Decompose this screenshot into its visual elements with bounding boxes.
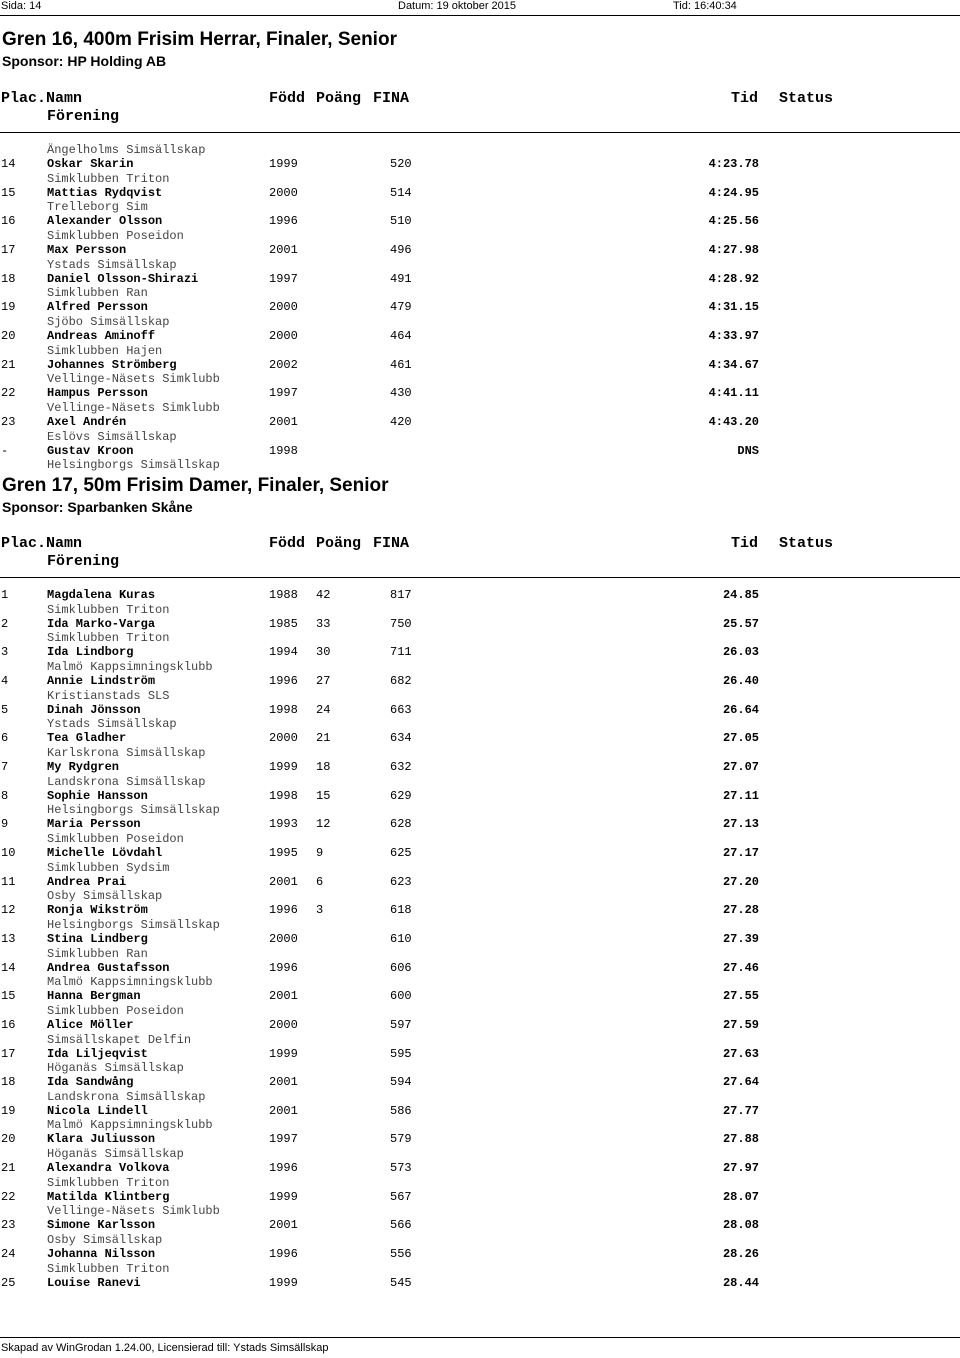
swimmer-fina: 594: [390, 1075, 412, 1090]
swimmer-place: 8: [1, 788, 9, 803]
result-row: [0, 1204, 960, 1233]
result-row: [0, 1004, 960, 1033]
swimmer-place: 21: [1, 1161, 16, 1176]
swimmer-club: Trelleborg Sim: [47, 200, 148, 215]
swimmer-name: Max Persson: [47, 242, 127, 257]
swimmer-place: 23: [1, 1218, 16, 1233]
swimmer-club: Osby Simsällskap: [47, 889, 163, 904]
swimmer-place: 23: [1, 414, 16, 429]
swimmer-fina: 586: [390, 1103, 412, 1118]
swimmer-time: 27.13: [722, 817, 759, 832]
swimmer-time: 26.03: [722, 645, 759, 660]
swimmer-place: 19: [1, 1103, 16, 1118]
footer-credit: Skapad av WinGrodan 1.24.00, Licensierad till: Ystads Simsällskap: [1, 1342, 329, 1354]
swimmer-name: Daniel Olsson-Shirazi: [47, 271, 199, 286]
swimmer-time: 4:34.67: [708, 357, 759, 372]
swimmer-born: 1993: [269, 817, 298, 832]
swimmer-time: 4:33.97: [708, 328, 759, 343]
col-status: Status: [779, 535, 834, 552]
swimmer-fina: 610: [390, 931, 412, 946]
swimmer-born: 1997: [269, 271, 298, 286]
swimmer-fina: 496: [390, 242, 412, 257]
swimmer-place: 10: [1, 845, 16, 860]
result-row: [0, 975, 960, 1004]
swimmer-place: 16: [1, 214, 16, 229]
swimmer-time: 4:27.98: [708, 242, 759, 257]
swimmer-fina: 597: [390, 1017, 412, 1032]
swimmer-fina: 566: [390, 1218, 412, 1233]
swimmer-place: 18: [1, 271, 16, 286]
swimmer-place: 15: [1, 989, 16, 1004]
swimmer-points: 30: [316, 645, 331, 660]
swimmer-club: Simklubben Ran: [47, 946, 148, 961]
event-title: Gren 17, 50m Frisim Damer, Finaler, Senior: [2, 475, 389, 496]
swimmer-fina: 479: [390, 300, 412, 315]
swimmer-time: 27.88: [722, 1132, 759, 1147]
swimmer-time: 26.64: [722, 702, 759, 717]
swimmer-fina: 420: [390, 414, 412, 429]
swimmer-place: 25: [1, 1275, 16, 1290]
swimmer-time: 27.97: [722, 1161, 759, 1176]
swimmer-club: Simklubben Triton: [47, 1261, 170, 1276]
swimmer-name: Ida Sandwång: [47, 1075, 134, 1090]
swimmer-time: 27.59: [722, 1017, 759, 1032]
result-row: [0, 889, 960, 918]
swimmer-born: 1985: [269, 616, 298, 631]
swimmer-name: Tea Gladher: [47, 731, 127, 746]
result-row: [0, 258, 960, 287]
result-row: [0, 1147, 960, 1176]
result-row: [0, 315, 960, 344]
swimmer-born: 2001: [269, 1075, 298, 1090]
swimmer-points: 21: [316, 731, 331, 746]
swimmer-club: Simklubben Triton: [47, 171, 170, 186]
result-row: [0, 401, 960, 430]
swimmer-club: Höganäs Simsällskap: [47, 1147, 184, 1162]
swimmer-born: 1996: [269, 903, 298, 918]
swimmer-club: Landskrona Simsällskap: [47, 1089, 206, 1104]
swimmer-born: 2001: [269, 874, 298, 889]
swimmer-club: Osby Simsällskap: [47, 1233, 163, 1248]
swimmer-fina: 606: [390, 960, 412, 975]
swimmer-club: Simsällskapet Delfin: [47, 1032, 192, 1047]
swimmer-place: 9: [1, 817, 9, 832]
swimmer-name: Louise Ranevi: [47, 1275, 141, 1290]
swimmer-club: Simklubben Triton: [47, 631, 170, 646]
swimmer-club: Ystads Simsällskap: [47, 257, 177, 272]
swimmer-time: 28.26: [722, 1247, 759, 1262]
swimmer-place: 7: [1, 759, 9, 774]
swimmer-place: 22: [1, 1189, 16, 1204]
swimmer-points: 12: [316, 817, 331, 832]
swimmer-fina: 430: [390, 386, 412, 401]
swimmer-points: 6: [316, 874, 324, 889]
col-born: Född: [269, 535, 306, 552]
swimmer-time: 27.11: [722, 788, 759, 803]
result-row: [0, 372, 960, 401]
column-header-divider: [0, 132, 960, 133]
swimmer-fina: 632: [390, 759, 412, 774]
swimmer-name: Andrea Gustafsson: [47, 960, 170, 975]
swimmer-born: 2001: [269, 1218, 298, 1233]
result-row: [0, 200, 960, 229]
swimmer-fina: 556: [390, 1247, 412, 1262]
swimmer-club: Vellinge-Näsets Simklubb: [47, 1204, 220, 1219]
swimmer-born: 2000: [269, 300, 298, 315]
swimmer-name: Hampus Persson: [47, 386, 148, 401]
swimmer-fina: 573: [390, 1161, 412, 1176]
swimmer-born: 1994: [269, 645, 298, 660]
result-row: [0, 1118, 960, 1147]
result-row: [0, 746, 960, 775]
result-row: [0, 832, 960, 861]
swimmer-born: 1996: [269, 1247, 298, 1262]
col-time: Tid: [731, 90, 759, 107]
result-row: [0, 1176, 960, 1205]
swimmer-place: 20: [1, 1132, 16, 1147]
col-club: Förening: [47, 553, 120, 570]
swimmer-name: Mattias Rydqvist: [47, 185, 163, 200]
results-column-header: [0, 90, 960, 130]
swimmer-name: Alexandra Volkova: [47, 1161, 170, 1176]
swimmer-fina: 618: [390, 903, 412, 918]
swimmer-time: 4:24.95: [708, 185, 759, 200]
swimmer-club: Malmö Kappsimningsklubb: [47, 1118, 213, 1133]
swimmer-name: Alexander Olsson: [47, 214, 163, 229]
swimmer-born: 1999: [269, 1275, 298, 1290]
print-time: Tid: 16:40:34: [673, 0, 737, 12]
swimmer-fina: 634: [390, 731, 412, 746]
swimmer-born: 1996: [269, 673, 298, 688]
result-row: [0, 1033, 960, 1062]
swimmer-time: 27.64: [722, 1075, 759, 1090]
col-fina: FINA: [373, 535, 410, 552]
swimmer-place: 13: [1, 931, 16, 946]
swimmer-time: 27.55: [722, 989, 759, 1004]
swimmer-place: 3: [1, 645, 9, 660]
result-row: [0, 660, 960, 689]
swimmer-fina: 750: [390, 616, 412, 631]
swimmer-club: Malmö Kappsimningsklubb: [47, 659, 213, 674]
swimmer-time: 27.17: [722, 845, 759, 860]
swimmer-name: Simone Karlsson: [47, 1218, 156, 1233]
swimmer-time: 4:41.11: [708, 386, 759, 401]
swimmer-fina: 510: [390, 214, 412, 229]
swimmer-fina: 629: [390, 788, 412, 803]
swimmer-place: 14: [1, 960, 16, 975]
swimmer-club: Simklubben Triton: [47, 602, 170, 617]
swimmer-club: Eslövs Simsällskap: [47, 429, 177, 444]
swimmer-time: 4:25.56: [708, 214, 759, 229]
swimmer-points: 42: [316, 588, 331, 602]
swimmer-time: 27.77: [722, 1103, 759, 1118]
swimmer-born: 2001: [269, 414, 298, 429]
swimmer-place: 20: [1, 328, 16, 343]
swimmer-born: 1996: [269, 214, 298, 229]
swimmer-name: Gustav Kroon: [47, 443, 134, 458]
swimmer-born: 2001: [269, 989, 298, 1004]
swimmer-fina: 623: [390, 874, 412, 889]
swimmer-name: Hanna Bergman: [47, 989, 141, 1004]
result-row: [0, 1262, 960, 1291]
result-row: [0, 1090, 960, 1119]
swimmer-place: 22: [1, 386, 16, 401]
swimmer-name: Alice Möller: [47, 1017, 134, 1032]
swimmer-points: 18: [316, 759, 331, 774]
swimmer-born: 2000: [269, 1017, 298, 1032]
result-row: [0, 803, 960, 832]
swimmer-fina: 817: [390, 588, 412, 602]
swimmer-time: 27.39: [722, 931, 759, 946]
col-status: Status: [779, 90, 834, 107]
swimmer-place: 14: [1, 157, 16, 171]
results-table-16: [0, 143, 960, 473]
result-row: [0, 717, 960, 746]
swimmer-time: 28.08: [722, 1218, 759, 1233]
swimmer-club: Sjöbo Simsällskap: [47, 314, 170, 329]
result-row: [0, 918, 960, 947]
swimmer-points: 15: [316, 788, 331, 803]
swimmer-name: Klara Juliusson: [47, 1132, 156, 1147]
swimmer-name: Dinah Jönsson: [47, 702, 141, 717]
swimmer-born: 2000: [269, 731, 298, 746]
swimmer-fina: 682: [390, 673, 412, 688]
swimmer-time: 27.07: [722, 759, 759, 774]
swimmer-place: 18: [1, 1075, 16, 1090]
swimmer-club: Ängelholms Simsällskap: [47, 143, 206, 157]
swimmer-place: 24: [1, 1247, 16, 1262]
swimmer-time: 4:31.15: [708, 300, 759, 315]
swimmer-points: 27: [316, 673, 331, 688]
results-table-17: [0, 574, 960, 1290]
swimmer-place: 11: [1, 874, 16, 889]
col-place-name: Plac.Namn: [1, 535, 83, 552]
swimmer-born: 2002: [269, 357, 298, 372]
swimmer-club: Simklubben Poseidon: [47, 831, 184, 846]
swimmer-name: Andrea Prai: [47, 874, 127, 889]
swimmer-place: 4: [1, 673, 9, 688]
swimmer-fina: 711: [390, 645, 412, 660]
swimmer-name: Oskar Skarin: [47, 157, 134, 171]
result-row: [0, 286, 960, 315]
results-column-header: [0, 535, 960, 575]
swimmer-born: 1999: [269, 759, 298, 774]
event-16-heading: [2, 29, 397, 70]
swimmer-born: 1998: [269, 788, 298, 803]
swimmer-place: 17: [1, 1046, 16, 1061]
result-row: [0, 631, 960, 660]
event-sponsor: Sponsor: Sparbanken Skåne: [2, 499, 193, 515]
swimmer-born: 1998: [269, 702, 298, 717]
swimmer-points: 3: [316, 903, 324, 918]
col-time: Tid: [731, 535, 759, 552]
swimmer-name: Magdalena Kuras: [47, 588, 156, 602]
swimmer-place: 17: [1, 242, 16, 257]
swimmer-born: 2001: [269, 242, 298, 257]
swimmer-time: 26.40: [722, 673, 759, 688]
swimmer-club: Simklubben Poseidon: [47, 228, 184, 243]
swimmer-place: 15: [1, 185, 16, 200]
swimmer-time: 27.46: [722, 960, 759, 975]
swimmer-club: Vellinge-Näsets Simklubb: [47, 400, 220, 415]
result-row: [0, 229, 960, 258]
swimmer-club: Simklubben Sydsim: [47, 860, 170, 875]
page-number: Sida: 14: [1, 0, 42, 12]
swimmer-born: 2000: [269, 931, 298, 946]
result-row: [0, 947, 960, 976]
swimmer-time: 27.63: [722, 1046, 759, 1061]
swimmer-place: 21: [1, 357, 16, 372]
swimmer-name: Matilda Klintberg: [47, 1189, 170, 1204]
swimmer-born: 1999: [269, 1046, 298, 1061]
swimmer-name: Ida Lindborg: [47, 645, 134, 660]
swimmer-name: My Rydgren: [47, 759, 120, 774]
swimmer-name: Annie Lindström: [47, 673, 156, 688]
swimmer-born: 1997: [269, 386, 298, 401]
swimmer-points: 24: [316, 702, 331, 717]
swimmer-club: Simklubben Hajen: [47, 343, 163, 358]
swimmer-name: Axel Andrén: [47, 414, 127, 429]
result-row: [0, 344, 960, 373]
header-divider: [0, 15, 960, 16]
swimmer-fina: 595: [390, 1046, 412, 1061]
swimmer-time: 24.85: [722, 588, 759, 602]
swimmer-born: 1996: [269, 960, 298, 975]
swimmer-born: 1997: [269, 1132, 298, 1147]
swimmer-name: Andreas Aminoff: [47, 328, 156, 343]
event-sponsor: Sponsor: HP Holding AB: [2, 53, 167, 69]
swimmer-fina: 464: [390, 328, 412, 343]
swimmer-name: Johannes Strömberg: [47, 357, 177, 372]
swimmer-time: 27.28: [722, 903, 759, 918]
swimmer-place: -: [1, 443, 9, 458]
swimmer-points: 33: [316, 616, 331, 631]
swimmer-fina: 663: [390, 702, 412, 717]
swimmer-born: 2001: [269, 1103, 298, 1118]
swimmer-club: Kristianstads SLS: [47, 688, 170, 703]
swimmer-club: Vellinge-Näsets Simklubb: [47, 372, 220, 387]
swimmer-place: 19: [1, 300, 16, 315]
result-row: [0, 1233, 960, 1262]
swimmer-place: 16: [1, 1017, 16, 1032]
result-row: [0, 603, 960, 632]
swimmer-time: 4:43.20: [708, 414, 759, 429]
swimmer-club: Helsingborgs Simsällskap: [47, 917, 220, 932]
swimmer-born: 1999: [269, 1189, 298, 1204]
swimmer-club: Helsingborgs Simsällskap: [47, 803, 220, 818]
swimmer-born: 1995: [269, 845, 298, 860]
col-fina: FINA: [373, 90, 410, 107]
result-row: [0, 430, 960, 459]
swimmer-name: Sophie Hansson: [47, 788, 148, 803]
col-points: Poäng: [316, 90, 362, 107]
swimmer-born: 2000: [269, 328, 298, 343]
swimmer-club: Landskrona Simsällskap: [47, 774, 206, 789]
result-row: [0, 143, 960, 172]
swimmer-fina: 491: [390, 271, 412, 286]
swimmer-club: Ystads Simsällskap: [47, 717, 177, 732]
swimmer-name: Ida Liljeqvist: [47, 1046, 148, 1061]
swimmer-club: Simklubben Ran: [47, 286, 148, 301]
swimmer-fina: 461: [390, 357, 412, 372]
swimmer-club: Simklubben Triton: [47, 1175, 170, 1190]
result-row: [0, 574, 960, 603]
swimmer-place: 2: [1, 616, 9, 631]
swimmer-name: Johanna Nilsson: [47, 1247, 156, 1262]
swimmer-name: Maria Persson: [47, 817, 141, 832]
swimmer-place: 5: [1, 702, 9, 717]
result-row: [0, 689, 960, 718]
swimmer-club: Höganäs Simsällskap: [47, 1061, 184, 1076]
swimmer-name: Nicola Lindell: [47, 1103, 148, 1118]
swimmer-points: 9: [316, 845, 324, 860]
trailing-club: Helsingborgs Simsällskap: [47, 458, 220, 473]
swimmer-born: 1996: [269, 1161, 298, 1176]
swimmer-born: 1999: [269, 157, 298, 171]
result-row: [0, 861, 960, 890]
swimmer-name: Ida Marko-Varga: [47, 616, 156, 631]
swimmer-time: 28.07: [722, 1189, 759, 1204]
swimmer-fina: 545: [390, 1275, 412, 1290]
swimmer-time: 27.05: [722, 731, 759, 746]
event-title: Gren 16, 400m Frisim Herrar, Finaler, Senior: [2, 29, 397, 50]
swimmer-club: Malmö Kappsimningsklubb: [47, 975, 213, 990]
swimmer-place: 12: [1, 903, 16, 918]
col-born: Född: [269, 90, 306, 107]
swimmer-fina: 600: [390, 989, 412, 1004]
swimmer-name: Michelle Lövdahl: [47, 845, 163, 860]
swimmer-fina: 514: [390, 185, 412, 200]
col-club: Förening: [47, 108, 120, 125]
page-header: [0, 0, 960, 14]
swimmer-time: 25.57: [722, 616, 759, 631]
swimmer-name: Alfred Persson: [47, 300, 148, 315]
swimmer-place: 6: [1, 731, 9, 746]
swimmer-fina: 625: [390, 845, 412, 860]
result-row: [0, 1061, 960, 1090]
swimmer-born: 1988: [269, 588, 298, 602]
swimmer-club: Simklubben Poseidon: [47, 1003, 184, 1018]
result-row: [0, 775, 960, 804]
result-row: [0, 172, 960, 201]
event-17-heading: [2, 475, 389, 516]
swimmer-born: 1998: [269, 443, 298, 458]
swimmer-time: DNS: [737, 443, 759, 458]
swimmer-fina: 520: [390, 157, 412, 171]
swimmer-fina: 567: [390, 1189, 412, 1204]
swimmer-fina: 579: [390, 1132, 412, 1147]
swimmer-place: 1: [1, 588, 9, 602]
col-place-name: Plac.Namn: [1, 90, 83, 107]
col-points: Poäng: [316, 535, 362, 552]
swimmer-time: 27.20: [722, 874, 759, 889]
swimmer-name: Stina Lindberg: [47, 931, 148, 946]
swimmer-time: 28.44: [722, 1275, 759, 1290]
swimmer-born: 2000: [269, 185, 298, 200]
swimmer-club: Karlskrona Simsällskap: [47, 745, 206, 760]
footer-divider: [0, 1337, 960, 1338]
swimmer-time: 4:28.92: [708, 271, 759, 286]
swimmer-fina: 628: [390, 817, 412, 832]
swimmer-name: Ronja Wikström: [47, 903, 148, 918]
print-date: Datum: 19 oktober 2015: [398, 0, 517, 12]
swimmer-time: 4:23.78: [708, 157, 759, 171]
